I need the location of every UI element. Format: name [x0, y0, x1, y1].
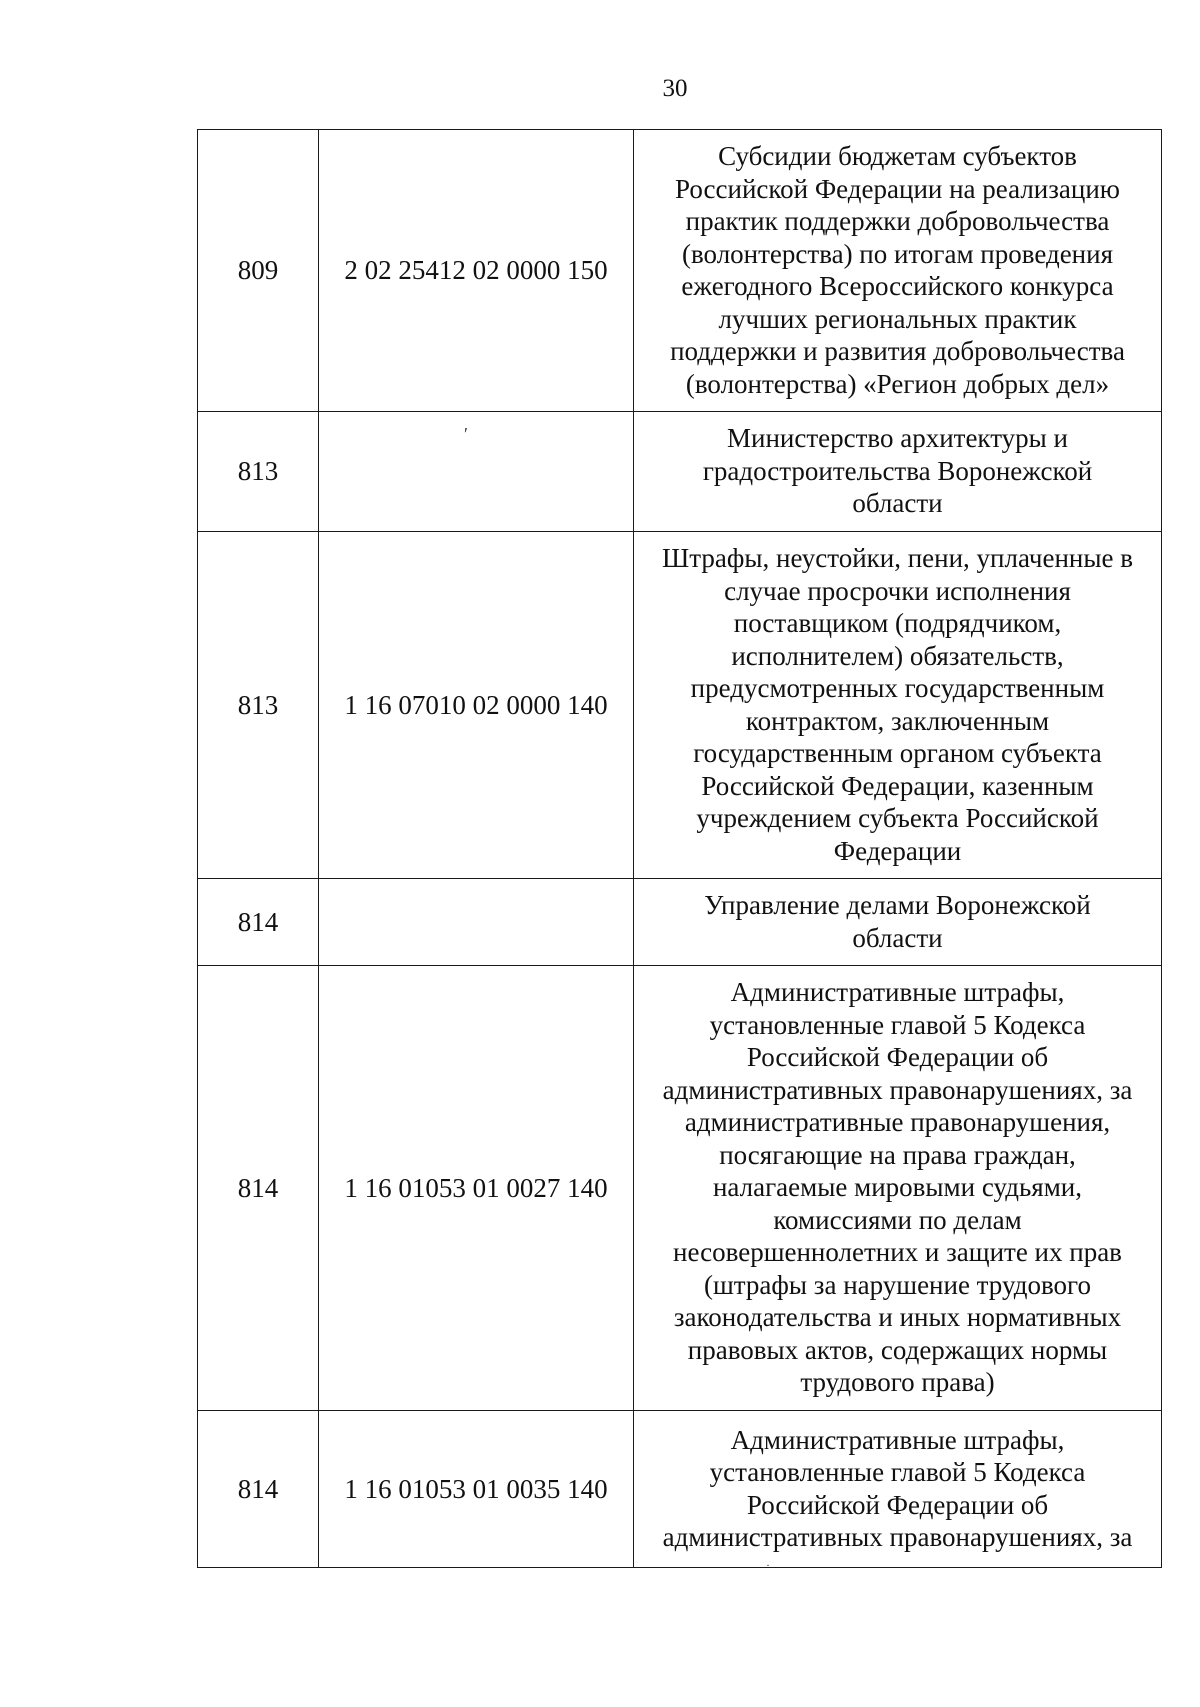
description-line: Российской Федерации об	[746, 1042, 1049, 1073]
admin-code-cell: 814	[198, 879, 319, 966]
description-line: области	[852, 488, 943, 519]
description-line: установленные главой 5 Кодекса	[709, 1009, 1086, 1040]
table-row	[198, 879, 1162, 966]
scan-mark: ′	[464, 424, 468, 444]
description-line: правовых актов, содержащих нормы	[687, 1334, 1108, 1365]
description-line: комиссиями по делам	[773, 1204, 1022, 1235]
scan-dot: ·	[766, 1558, 770, 1572]
description-line: законодательства и иных нормативных	[673, 1302, 1122, 1333]
description-line: (штрафы за нарушение трудового	[704, 1269, 1091, 1300]
description-line: Федерации	[833, 835, 962, 866]
admin-code-cell: 814	[198, 966, 319, 1411]
table-body	[198, 130, 1162, 1568]
description-line: поставщиком (подрядчиком,	[733, 608, 1062, 638]
description-line: установленные главой 5 Кодекса	[709, 1457, 1086, 1487]
description-line: трудового права)	[800, 1367, 995, 1398]
description-line: градостроительства Воронежской	[702, 455, 1093, 486]
description-line: Управление делами Воронежской	[704, 890, 1091, 920]
table-row	[198, 412, 1162, 532]
kbk-code-cell: 2 02 25412 02 0000 150	[319, 130, 634, 412]
budget-codes-table	[197, 129, 1162, 1568]
description-line: исполнителем) обязательств,	[731, 640, 1064, 671]
description-cell	[634, 412, 1162, 532]
description-line: ежегодного Всероссийского конкурса	[681, 271, 1114, 301]
description-line: административных правонарушениях, за	[662, 1522, 1133, 1552]
description-cell	[634, 532, 1162, 879]
description-line: административных правонарушениях, за	[662, 1074, 1133, 1105]
admin-code-cell: 813	[198, 412, 319, 532]
description-line: Российской Федерации на реализацию	[675, 173, 1120, 204]
description-line: несовершеннолетних и защите их прав	[673, 1237, 1122, 1268]
description-line: государственным органом субъекта	[693, 738, 1102, 768]
table-row	[198, 532, 1162, 879]
description-line: контрактом, заключенным	[745, 705, 1050, 736]
kbk-code-cell	[319, 879, 634, 966]
description-line: Субсидии бюджетам субъектов	[718, 141, 1077, 171]
kbk-code-cell: 1 16 01053 01 0027 140	[319, 966, 634, 1411]
description-line: учреждением субъекта Российской	[696, 803, 1099, 833]
description-cell	[634, 130, 1162, 412]
description-line: лучших региональных практик	[718, 303, 1077, 334]
description-line: Российской Федерации, казенным	[701, 770, 1094, 801]
description-line: предусмотренных государственным	[690, 673, 1105, 703]
table-row	[198, 1411, 1162, 1568]
description-line: случае просрочки исполнения	[724, 575, 1071, 606]
page-number: 30	[662, 75, 688, 102]
description-cell	[634, 879, 1162, 966]
description-line: Штрафы, неустойки, пени, уплаченные в	[662, 543, 1133, 573]
description-line: Министерство архитектуры и	[727, 423, 1068, 454]
description-line: практик поддержки добровольчества	[685, 206, 1110, 236]
description-cell	[634, 966, 1162, 1411]
description-line: (волонтерства) по итогам проведения	[682, 238, 1113, 269]
description-line: Административные штрафы,	[730, 977, 1065, 1008]
table-row	[198, 130, 1162, 412]
kbk-code-cell	[319, 412, 634, 532]
kbk-code-cell: 1 16 07010 02 0000 140	[319, 532, 634, 879]
admin-code-cell: 813	[198, 532, 319, 879]
description-line: посягающие на права граждан,	[719, 1139, 1076, 1170]
description-cell	[634, 1411, 1162, 1568]
table-row	[198, 966, 1162, 1411]
kbk-code-cell: 1 16 01053 01 0035 140	[319, 1411, 634, 1568]
description-line: (волонтерства) «Регион добрых дел»	[685, 368, 1110, 399]
admin-code-cell: 809	[198, 130, 319, 412]
description-line: административные правонарушения,	[684, 1107, 1111, 1138]
description-line: налагаемые мировыми судьями,	[712, 1172, 1083, 1203]
description-line: Административные штрафы,	[730, 1424, 1065, 1455]
description-line: поддержки и развития добровольчества	[670, 336, 1125, 366]
admin-code-cell: 814	[198, 1411, 319, 1568]
description-line: Российской Федерации об	[746, 1489, 1049, 1520]
description-line: области	[852, 922, 943, 953]
